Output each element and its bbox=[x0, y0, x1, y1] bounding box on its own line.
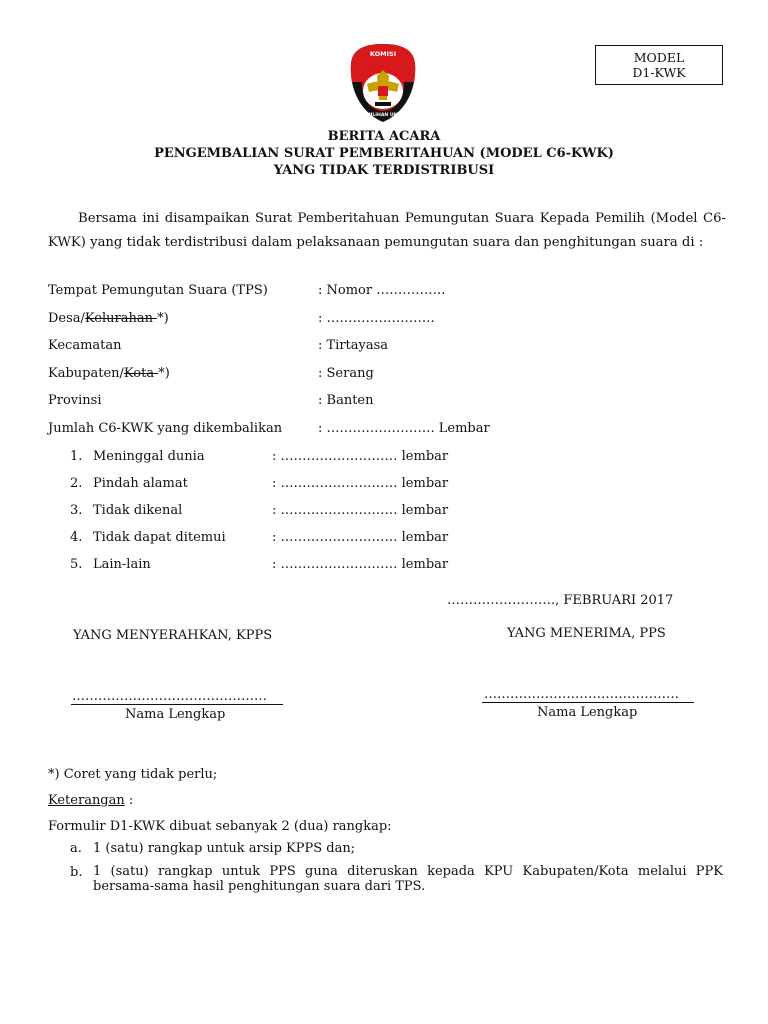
reason-number: 5. bbox=[70, 557, 83, 572]
field-value-desa: : ……………………. bbox=[318, 311, 435, 326]
field-label-jumlah: Jumlah C6-KWK yang dikembalikan bbox=[48, 421, 283, 436]
note-letter: a. bbox=[70, 841, 82, 856]
reason-number: 1. bbox=[70, 449, 83, 464]
logo-top-text: KOMISI bbox=[369, 50, 397, 58]
reason-label: Meninggal dunia bbox=[93, 449, 205, 464]
kpu-logo bbox=[347, 42, 419, 124]
field-label-tps: Tempat Pemungutan Suara (TPS) bbox=[48, 283, 268, 298]
reason-number: 4. bbox=[70, 530, 83, 545]
kabupaten-note-mark: *) bbox=[158, 366, 170, 381]
reason-value: : ……………………… lembar bbox=[272, 530, 449, 545]
date-line: ……………………., FEBRUARI 2017 bbox=[447, 593, 674, 608]
reason-value: : ……………………… lembar bbox=[272, 476, 449, 491]
desa-note-mark: *) bbox=[157, 311, 169, 326]
signature-line-right bbox=[482, 702, 694, 703]
reason-value: : ……………………… lembar bbox=[272, 503, 449, 518]
keterangan-heading bbox=[48, 792, 133, 810]
signer-role-left: YANG MENYERAHKAN, KPPS bbox=[73, 628, 273, 643]
signature-dots-right: ……………………………………… bbox=[484, 687, 679, 702]
signature-dots-left: ……………………………………… bbox=[72, 689, 267, 704]
logo-bottom-text: PEMILIHAN UMUM bbox=[359, 113, 407, 118]
field-label-kecamatan: Kecamatan bbox=[48, 338, 122, 353]
keterangan-colon: : bbox=[124, 793, 134, 808]
title-line-2: PENGEMBALIAN SURAT PEMBERITAHUAN (MODEL C6-KWK) bbox=[154, 146, 614, 161]
kelurahan-struck: Kelurahan bbox=[84, 311, 158, 326]
model-label: MODEL bbox=[633, 50, 685, 65]
desa-label: Desa/ bbox=[48, 311, 85, 326]
model-box bbox=[595, 45, 723, 85]
reason-label: Tidak dapat ditemui bbox=[93, 530, 226, 545]
intro-paragraph: Bersama ini disampaikan Surat Pemberitahuan Pemungutan Suara Kepada Pemilih (Model C6-KWK) yang tidak terdistribusi dalam pelaksanaan pemungutan suara dan penghitungan suara di : bbox=[48, 211, 726, 250]
kabupaten-label: Kabupaten/ bbox=[48, 366, 124, 381]
reason-label: Pindah alamat bbox=[93, 476, 188, 491]
title-line-1: BERITA ACARA bbox=[327, 129, 441, 144]
note-text: 1 (satu) rangkap untuk arsip KPPS dan; bbox=[93, 841, 356, 856]
field-value-tps: : Nomor ……………. bbox=[318, 283, 446, 298]
reason-label: Tidak dikenal bbox=[93, 503, 183, 518]
field-value-kecamatan: : Tirtayasa bbox=[318, 338, 389, 353]
reason-value: : ……………………… lembar bbox=[272, 557, 449, 572]
kota-struck: Kota bbox=[123, 366, 159, 381]
reason-number: 3. bbox=[70, 503, 83, 518]
footnote: *) Coret yang tidak perlu; bbox=[48, 767, 218, 782]
field-label-provinsi: Provinsi bbox=[48, 393, 102, 408]
signer-role-right: YANG MENERIMA, PPS bbox=[507, 626, 666, 641]
field-value-jumlah: : ……………………. Lembar bbox=[318, 421, 490, 436]
signer-name-right: Nama Lengkap bbox=[537, 705, 638, 720]
field-value-provinsi: : Banten bbox=[318, 393, 374, 408]
model-code: D1-KWK bbox=[632, 65, 686, 80]
field-label-desa bbox=[48, 310, 169, 328]
reason-number: 2. bbox=[70, 476, 83, 491]
reason-value: : ……………………… lembar bbox=[272, 449, 449, 464]
signature-line-left bbox=[71, 704, 283, 705]
field-value-kabupaten: : Serang bbox=[318, 366, 374, 381]
note-text: 1 (satu) rangkap untuk PPS guna diteruskan kepada KPU Kabupaten/Kota melalui PPK bersama-sama hasil penghitungan suara dari TPS. bbox=[93, 864, 723, 894]
reason-label: Lain-lain bbox=[93, 557, 151, 572]
keterangan-label: Keterangan bbox=[48, 793, 125, 808]
title-line-3: YANG TIDAK TERDISTRIBUSI bbox=[273, 163, 495, 178]
note-letter: b. bbox=[70, 865, 83, 880]
signer-name-left: Nama Lengkap bbox=[125, 707, 226, 722]
formulir-text: Formulir D1-KWK dibuat sebanyak 2 (dua) rangkap: bbox=[48, 819, 392, 834]
field-label-kabupaten bbox=[48, 365, 170, 383]
